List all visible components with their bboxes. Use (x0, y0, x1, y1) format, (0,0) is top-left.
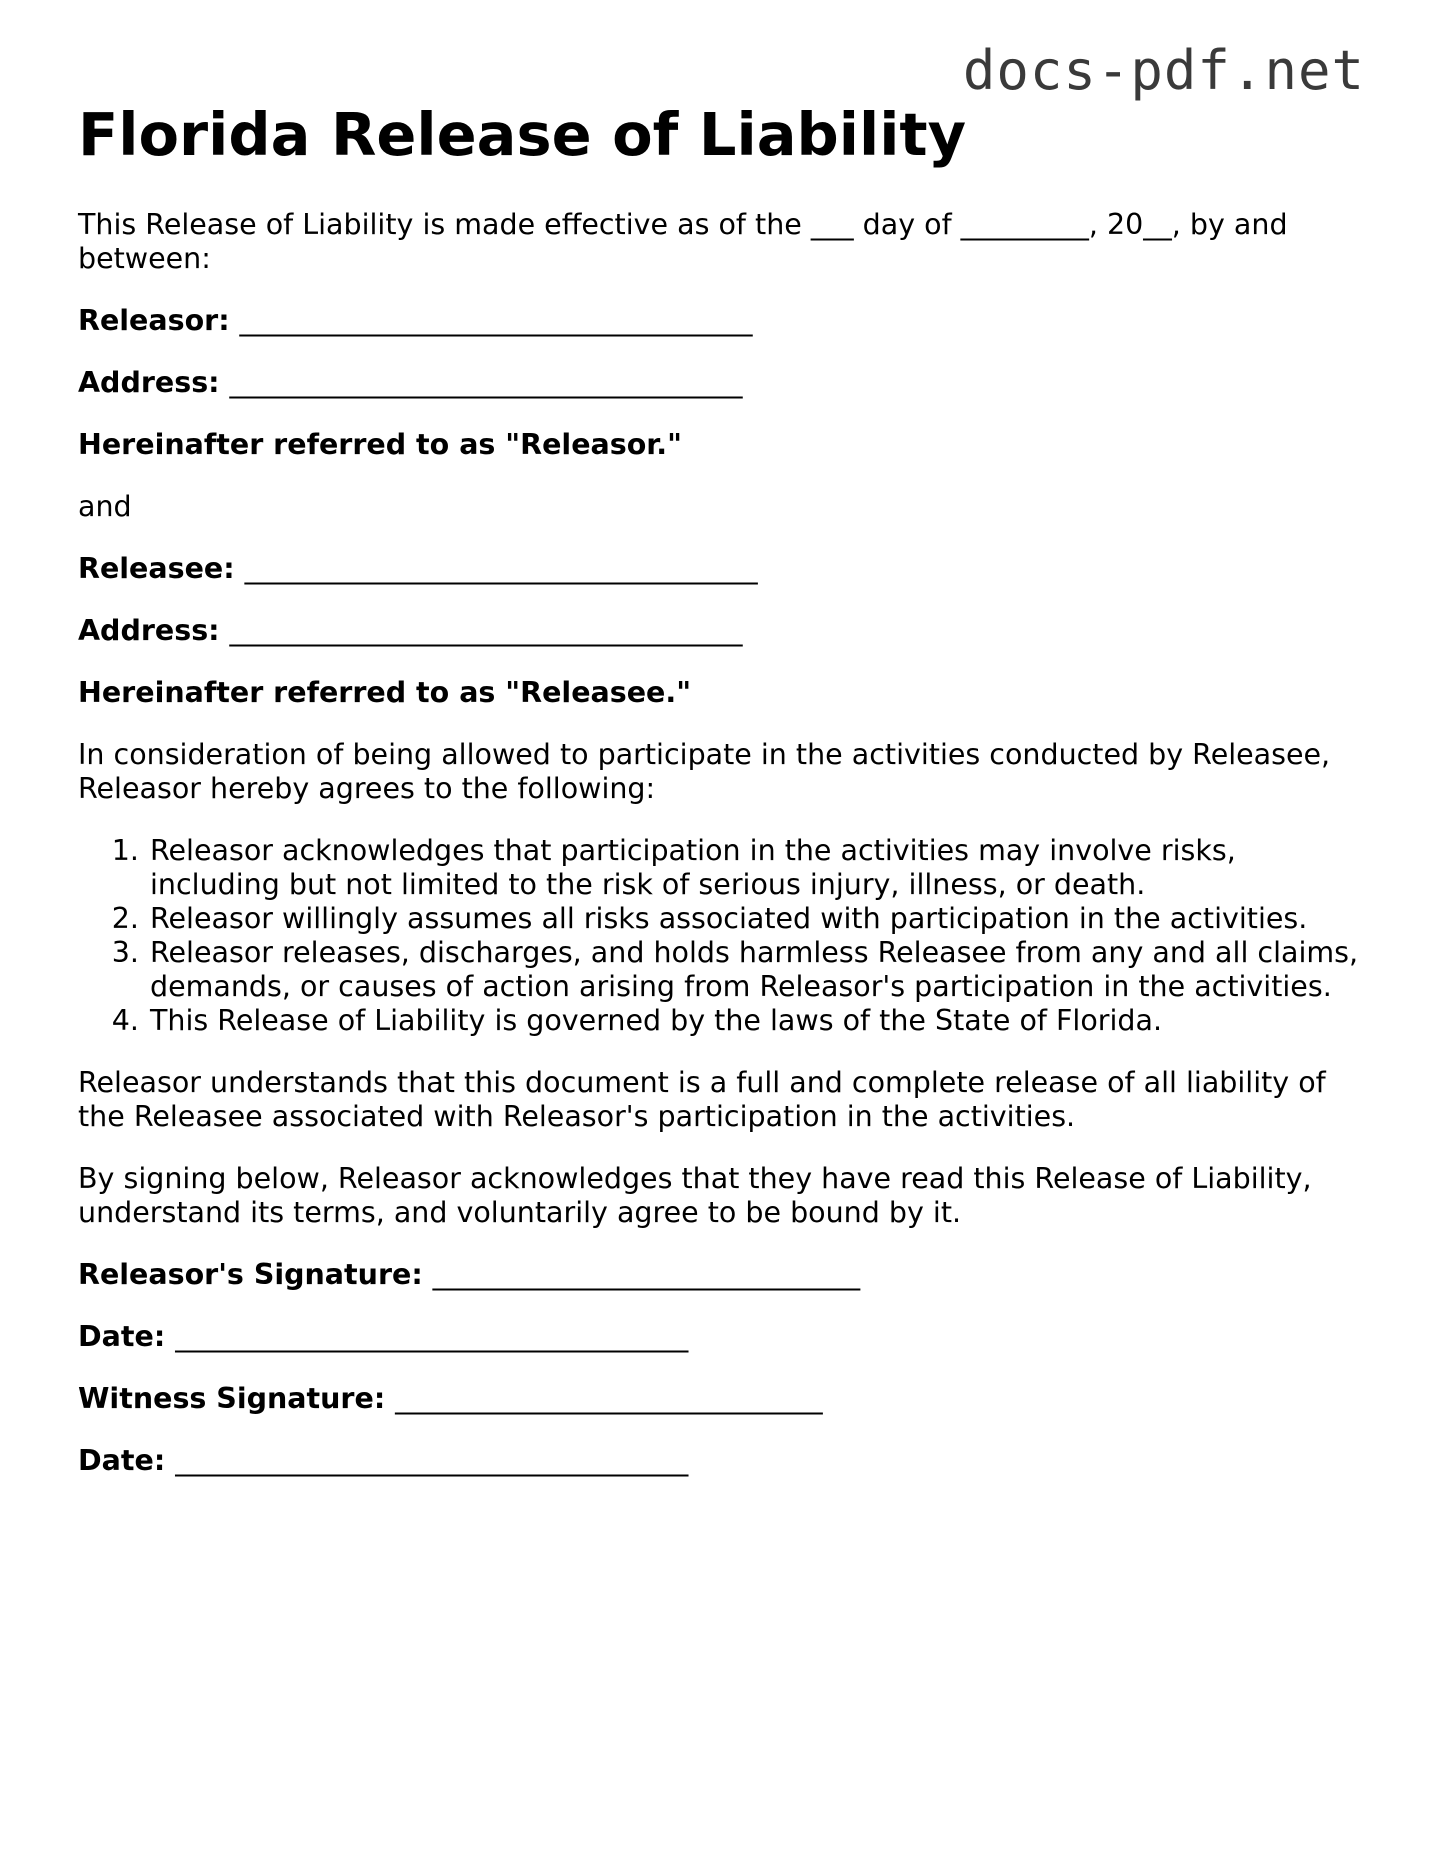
acknowledgement-paragraph: By signing below, Releasor acknowledges that they have read this Release of Liability, understand its terms, and voluntarily agree to be bound by it. (78, 1162, 1312, 1229)
document-title: Florida Release of Liability (78, 100, 967, 169)
list-item: 4. This Release of Liability is governed by the laws of the State of Florida. (148, 1004, 1368, 1038)
releasor-date-label: Date: (78, 1320, 166, 1353)
releasor-signature-label: Releasor's Signature: (78, 1258, 423, 1291)
list-item: 1. Releasor acknowledges that participation in the activities may involve risks, including but not limited to the risk of serious injury, illness, or death. (148, 834, 1368, 902)
witness-signature-field (78, 1382, 1368, 1416)
releasor-hereinafter: Hereinafter referred to as "Releasor." (78, 428, 682, 461)
witness-date-label: Date: (78, 1444, 166, 1477)
consideration-paragraph: In consideration of being allowed to participate in the activities conducted by Releasee, Releasor hereby agrees to the following: (78, 738, 1331, 805)
releasor-date-field (78, 1320, 1368, 1354)
document-body (78, 98, 1368, 1478)
releasor-field (78, 304, 1368, 338)
witness-date-blank: ____________________________________ (175, 1444, 689, 1477)
witness-signature-label: Witness Signature: (78, 1382, 386, 1415)
releasee-address-blank: ____________________________________ (229, 614, 743, 647)
releasee-address-field (78, 614, 1368, 648)
releasor-date-blank: ____________________________________ (175, 1320, 689, 1353)
releasee-blank: ____________________________________ (244, 552, 758, 585)
releasor-address-field (78, 366, 1368, 400)
intro-paragraph: This Release of Liability is made effective as of the ___ day of _________, 20__, by and between: (78, 208, 1288, 275)
releasor-signature-blank: ______________________________ (432, 1258, 861, 1291)
witness-date-field (78, 1444, 1368, 1478)
terms-list (78, 834, 1368, 1038)
and-text: and (78, 490, 132, 523)
witness-signature-blank: ______________________________ (395, 1382, 823, 1415)
releasee-hereinafter: Hereinafter referred to as "Releasee." (78, 676, 692, 709)
releasor-blank: ____________________________________ (239, 304, 753, 337)
releasor-address-blank: ____________________________________ (229, 366, 743, 399)
releasor-label: Releasor: (78, 304, 230, 337)
releasor-address-label: Address: (78, 366, 220, 399)
releasee-field (78, 552, 1368, 586)
watermark: docs-pdf.net (962, 39, 1365, 102)
releasee-address-label: Address: (78, 614, 220, 647)
list-item: 3. Releasor releases, discharges, and holds harmless Releasee from any and all claims, demands, or causes of action arising from Releasor's participation in the activities. (148, 936, 1368, 1004)
list-item: 2. Releasor willingly assumes all risks associated with participation in the activities. (148, 902, 1368, 936)
releasor-signature-field (78, 1258, 1368, 1292)
releasee-label: Releasee: (78, 552, 235, 585)
understanding-paragraph: Releasor understands that this document is a full and complete release of all liability of the Releasee associated with Releasor's participation in the activities. (78, 1066, 1326, 1133)
